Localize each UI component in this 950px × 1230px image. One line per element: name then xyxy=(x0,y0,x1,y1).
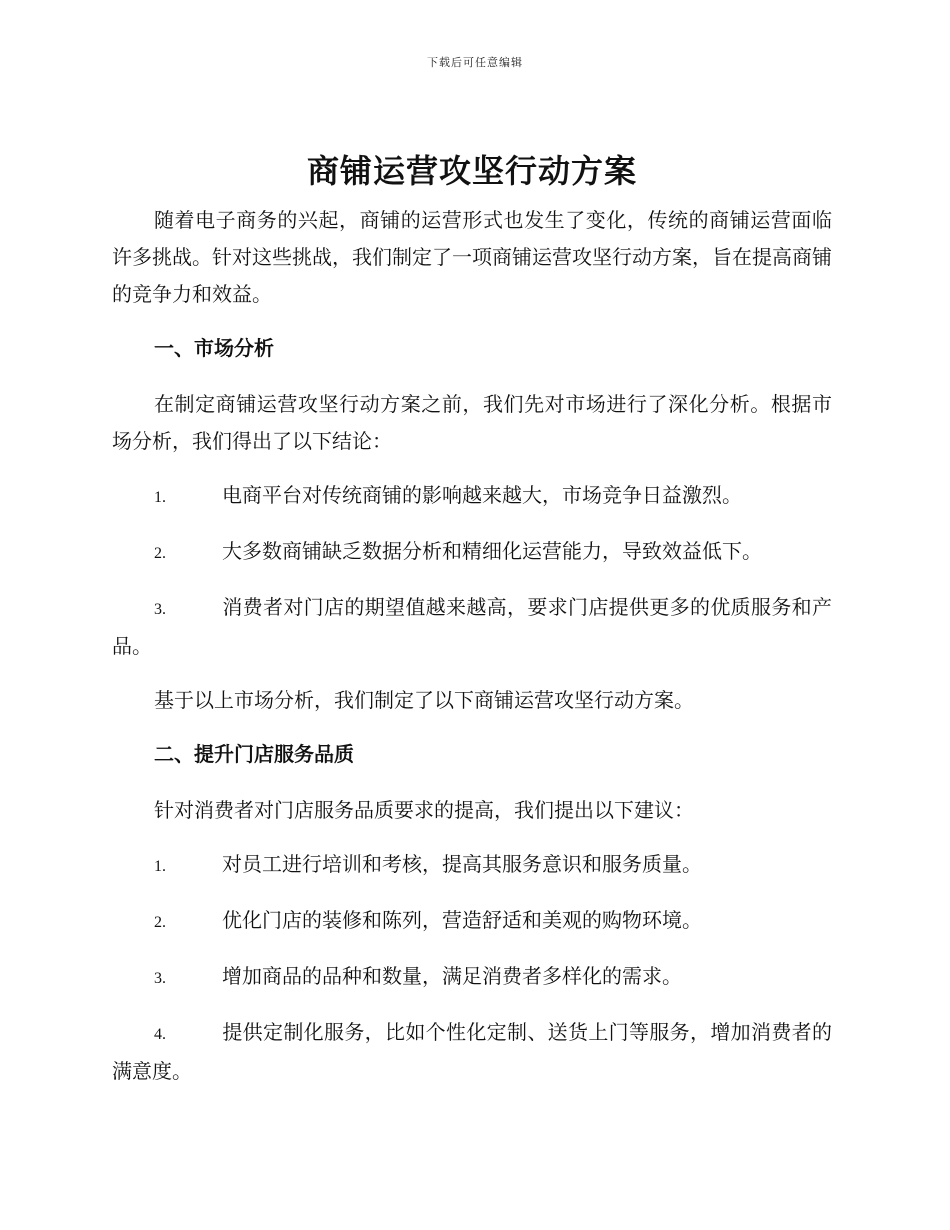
list-item-text: 优化门店的装修和陈列，营造舒适和美观的购物环境。 xyxy=(222,908,702,932)
list-item-number: 3. xyxy=(154,970,166,987)
market-analysis-paragraph: 在制定商铺运营攻坚行动方案之前，我们先对市场进行了深化分析。根据市场分析，我们得出了以下结论： xyxy=(112,392,832,453)
list-item-text: 消费者对门店的期望值越来越高，要求门店提供更多的优质服务和产品。 xyxy=(112,595,832,658)
section-heading-service-quality: 二、提升门店服务品质 xyxy=(154,742,354,766)
list-item xyxy=(112,846,832,885)
list-item-text: 大多数商铺缺乏数据分析和精细化运营能力，导致效益低下。 xyxy=(222,539,762,563)
header-note: 下载后可任意编辑 xyxy=(427,56,523,69)
market-analysis-conclusion: 基于以上市场分析，我们制定了以下商铺运营攻坚行动方案。 xyxy=(154,688,694,712)
service-quality-paragraph: 针对消费者对门店服务品质要求的提高，我们提出以下建议： xyxy=(154,798,694,822)
section-heading-market-analysis: 一、市场分析 xyxy=(154,336,274,360)
list-item-number: 2. xyxy=(154,914,166,931)
list-item-text: 提供定制化服务，比如个性化定制、送货上门等服务，增加消费者的满意度。 xyxy=(112,1020,832,1083)
list-item-text: 对员工进行培训和考核，提高其服务意识和服务质量。 xyxy=(222,852,702,876)
list-item-text: 增加商品的品种和数量，满足消费者多样化的需求。 xyxy=(222,964,682,988)
list-item xyxy=(112,533,832,572)
document-body xyxy=(112,148,832,1107)
list-item-number: 1. xyxy=(154,858,166,875)
list-item xyxy=(112,902,832,941)
list-item xyxy=(112,477,832,516)
list-item-text: 电商平台对传统商铺的影响越来越大，市场竞争日益激烈。 xyxy=(222,483,742,507)
list-item-number: 2. xyxy=(154,545,166,562)
list-item-number: 4. xyxy=(154,1026,166,1043)
list-item xyxy=(112,958,832,997)
document-title: 商铺运营攻坚行动方案 xyxy=(306,152,637,190)
list-item xyxy=(112,589,832,665)
list-item-number: 1. xyxy=(154,489,166,506)
list-item-number: 3. xyxy=(154,601,166,618)
list-item xyxy=(112,1014,832,1090)
intro-paragraph: 随着电子商务的兴起，商铺的运营形式也发生了变化，传统的商铺运营面临许多挑战。针对这些挑战，我们制定了一项商铺运营攻坚行动方案，旨在提高商铺的竞争力和效益。 xyxy=(112,208,832,306)
